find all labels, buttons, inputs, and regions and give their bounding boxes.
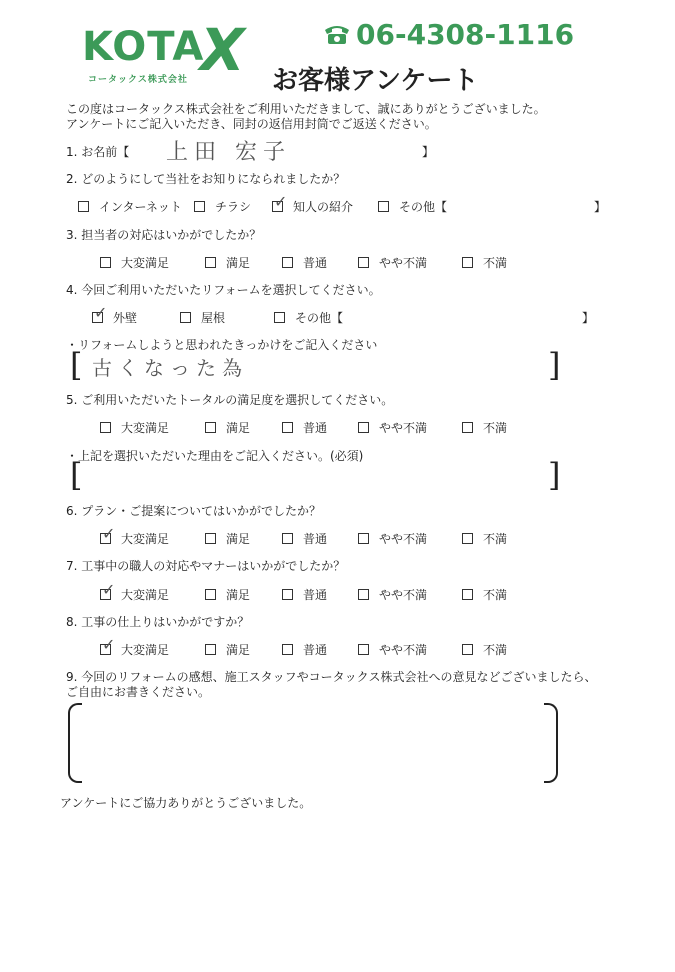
q1-label: 1. お名前【	[66, 145, 130, 159]
checkbox[interactable]	[462, 589, 473, 600]
q8-option-dissatisfied[interactable]: 不満	[462, 641, 507, 658]
q9-close-bracket	[544, 703, 558, 783]
check-mark-icon: ✓	[102, 524, 116, 543]
checkbox[interactable]	[205, 589, 216, 600]
checkbox-checked[interactable]	[100, 580, 116, 600]
q5-option-very-satisfied[interactable]: 大変満足	[100, 419, 169, 436]
q6-label: 6. プラン・ご提案についてはいかがでしたか？	[66, 504, 322, 518]
checkbox[interactable]	[378, 201, 389, 212]
q2-option-referral[interactable]: ✓ 知人の紹介	[274, 192, 354, 214]
checkbox[interactable]	[282, 422, 293, 433]
q4-option-other[interactable]: その他【	[274, 309, 343, 326]
open-bracket: [	[70, 456, 83, 494]
checkbox-checked[interactable]	[100, 635, 116, 655]
q4-option-roof[interactable]: 屋根	[180, 309, 225, 326]
q6-option-neutral[interactable]: 普通	[282, 530, 327, 547]
checkbox[interactable]	[194, 201, 205, 212]
q7-option-neutral[interactable]: 普通	[282, 586, 327, 603]
q5-option-neutral[interactable]: 普通	[282, 419, 327, 436]
q3-option-very-satisfied[interactable]: 大変満足	[100, 254, 169, 271]
checkbox[interactable]	[205, 533, 216, 544]
q2-label: 2. どのようにして当社をお知りになられましたか？	[66, 172, 346, 186]
page-title: お客様アンケート	[272, 66, 479, 96]
checkbox[interactable]	[282, 257, 293, 268]
q3-option-neutral[interactable]: 普通	[282, 254, 327, 271]
checkbox[interactable]	[282, 589, 293, 600]
checkbox[interactable]	[358, 644, 369, 655]
checkbox[interactable]	[462, 422, 473, 433]
kotax-logo	[82, 16, 252, 92]
q8-label: 8. 工事の仕上りはいかがですか？	[66, 615, 250, 629]
checkbox[interactable]	[180, 312, 191, 323]
checkbox[interactable]	[205, 644, 216, 655]
checkbox[interactable]	[358, 257, 369, 268]
close-bracket: ]	[548, 456, 561, 494]
q9-answer-area[interactable]	[92, 710, 532, 770]
checkbox[interactable]	[205, 257, 216, 268]
q5-option-dissatisfied[interactable]: 不満	[462, 419, 507, 436]
open-bracket: [	[70, 346, 83, 384]
checkbox[interactable]	[205, 422, 216, 433]
check-mark-icon: ✓	[102, 580, 116, 599]
q6-option-satisfied[interactable]: 満足	[205, 530, 250, 547]
q8-option-neutral[interactable]: 普通	[282, 641, 327, 658]
q4b-answer-handwritten[interactable]: 古くなった為	[92, 356, 248, 380]
q7-option-satisfied[interactable]: 満足	[205, 586, 250, 603]
q3-label: 3. 担当者の対応はいかがでしたか？	[66, 228, 262, 242]
q3-option-somewhat-dissatisfied[interactable]: やや不満	[358, 254, 427, 271]
checkbox[interactable]	[462, 644, 473, 655]
checkbox[interactable]	[358, 422, 369, 433]
closing-message: アンケートにご協力ありがとうございました。	[60, 796, 312, 810]
q5b-label: ・上記を選択いただいた理由をご記入ください。(必須)	[66, 449, 364, 463]
q6-option-dissatisfied[interactable]: 不満	[462, 530, 507, 547]
checkbox[interactable]	[358, 589, 369, 600]
q7-option-dissatisfied[interactable]: 不満	[462, 586, 507, 603]
check-mark-icon: ✓	[94, 303, 108, 322]
checkbox[interactable]	[462, 533, 473, 544]
q4-other-close-bracket: 】	[582, 311, 595, 325]
q2-other-close-bracket: 】	[594, 200, 607, 214]
q8-option-satisfied[interactable]: 満足	[205, 641, 250, 658]
check-mark-icon: ✓	[274, 192, 288, 211]
logo-subtitle: コータックス株式会社	[88, 75, 188, 85]
q4-option-exterior-wall[interactable]: ✓ 外壁	[94, 303, 138, 325]
q2-option-flyer[interactable]: チラシ	[194, 198, 251, 215]
phone-icon	[322, 22, 352, 46]
q4-label: 4. 今回ご利用いただいたリフォームを選択してください。	[66, 283, 381, 297]
q2-option-internet[interactable]: インターネット	[78, 198, 182, 215]
checkbox-checked[interactable]	[92, 303, 108, 323]
q2-option-other[interactable]: その他【	[378, 198, 447, 215]
checkbox[interactable]	[100, 257, 111, 268]
checkbox[interactable]	[358, 533, 369, 544]
phone-text: 06-4308-1116	[356, 18, 575, 51]
q3-option-dissatisfied[interactable]: 不満	[462, 254, 507, 271]
q6-option-somewhat-dissatisfied[interactable]: やや不満	[358, 530, 427, 547]
check-mark-icon: ✓	[102, 635, 116, 654]
q8-option-somewhat-dissatisfied[interactable]: やや不満	[358, 641, 427, 658]
phone-number	[322, 18, 574, 51]
checkbox[interactable]	[282, 533, 293, 544]
q7-label: 7. 工事中の職人の対応やマナーはいかがでしたか？	[66, 559, 346, 573]
checkbox[interactable]	[274, 312, 285, 323]
checkbox[interactable]	[78, 201, 89, 212]
logo-text: KOTA	[82, 24, 205, 70]
logo-x: X	[200, 16, 245, 84]
q4b-label: ・リフォームしようと思われたきっかけをご記入ください	[66, 338, 378, 352]
q8-option-very-satisfied[interactable]: ✓ 大変満足	[102, 635, 170, 657]
checkbox[interactable]	[462, 257, 473, 268]
q7-option-somewhat-dissatisfied[interactable]: やや不満	[358, 586, 427, 603]
q3-option-satisfied[interactable]: 満足	[205, 254, 250, 271]
close-bracket: ]	[548, 346, 561, 384]
checkbox[interactable]	[100, 422, 111, 433]
q5-label: 5. ご利用いただいたトータルの満足度を選択してください。	[66, 393, 394, 407]
q7-option-very-satisfied[interactable]: ✓ 大変満足	[102, 580, 170, 602]
q1-close-bracket: 】	[422, 145, 435, 159]
checkbox-checked[interactable]	[272, 192, 288, 212]
q9-label-line-1: 9. 今回のリフォームの感想、施工スタッフやコータックス株式会社への意見などございましたら、	[66, 670, 597, 684]
intro-line-1: この度はコータックス株式会社をご利用いただきまして、誠にありがとうございました。	[66, 102, 546, 116]
q9-open-bracket	[68, 703, 82, 783]
intro-line-2: アンケートにご記入いただき、同封の返信用封筒でご返送ください。	[66, 117, 437, 131]
checkbox-checked[interactable]	[100, 524, 116, 544]
q5-option-somewhat-dissatisfied[interactable]: やや不満	[358, 419, 427, 436]
q9-label-line-2: ご自由にお書きください。	[66, 685, 211, 699]
q5-option-satisfied[interactable]: 満足	[205, 419, 250, 436]
q6-option-very-satisfied[interactable]: ✓ 大変満足	[102, 524, 170, 546]
q1-name-handwritten[interactable]: 上田 宏子	[166, 140, 291, 165]
checkbox[interactable]	[282, 644, 293, 655]
